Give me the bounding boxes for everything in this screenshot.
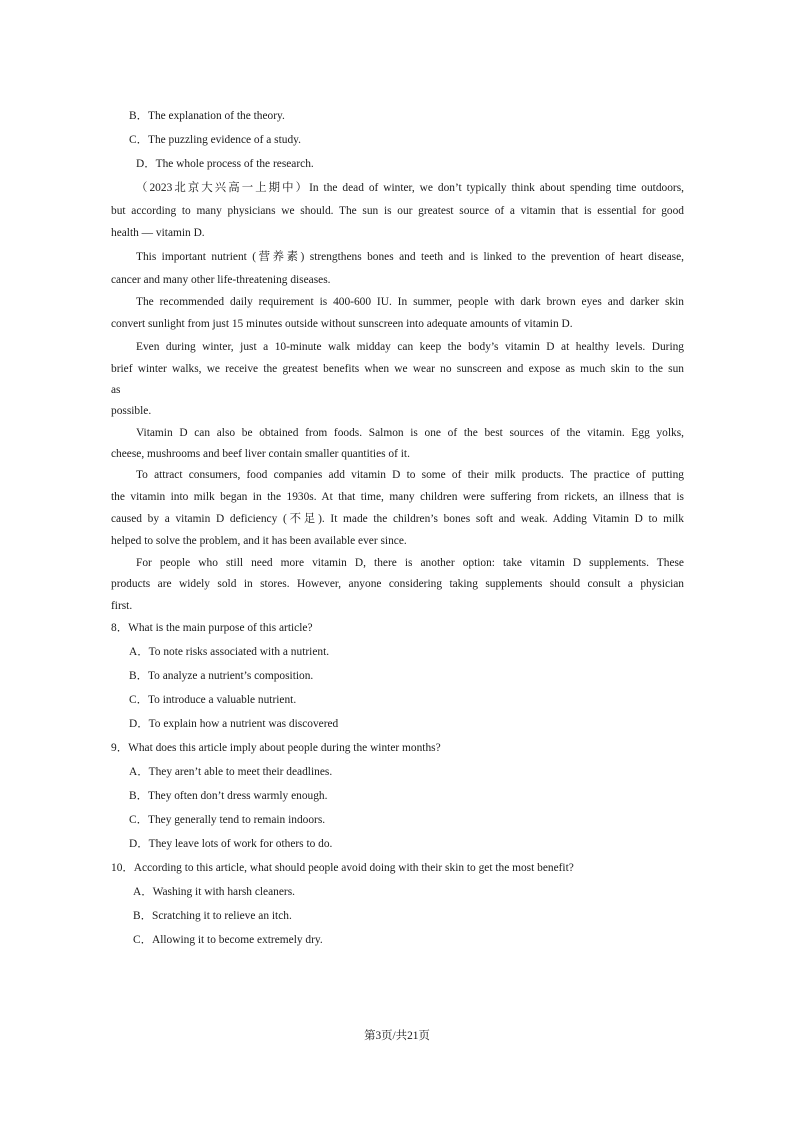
passage-line: the vitamin into milk began in the 1930s. At that time, many children were suffering from rickets, an illness that is (111, 491, 684, 503)
option-b-prev: B．The explanation of the theory. (129, 110, 285, 122)
question-8-option-c: C．To introduce a valuable nutrient. (129, 694, 297, 706)
passage-line: brief winter walks, we receive the greatest benefits when we wear no sunscreen and expose as much skin to the sun (111, 363, 684, 375)
passage-line: cancer and many other life-threatening diseases. (111, 274, 331, 286)
passage-line: This important nutrient (营养素) strengthens bones and teeth and is linked to the prevention of heart disease, (136, 251, 684, 263)
passage-line: but according to many physicians we should. The sun is our greatest source of a vitamin that is essential for good (111, 205, 684, 217)
question-10-option-b: B．Scratching it to relieve an itch. (133, 910, 292, 922)
passage-line: first. (111, 600, 133, 612)
passage-line: helped to solve the problem, and it has been available ever since. (111, 535, 407, 547)
passage-line: cheese, mushrooms and beef liver contain smaller quantities of it. (111, 448, 410, 460)
question-9-option-a: A．They aren’t able to meet their deadlines. (129, 766, 333, 778)
option-d-prev: D．The whole process of the research. (136, 158, 314, 170)
passage-line: For people who still need more vitamin D, there is another option: take vitamin D supplements. These (136, 557, 684, 569)
question-8-option-b: B．To analyze a nutrient’s composition. (129, 670, 314, 682)
passage-line: as (111, 384, 121, 396)
passage-line: （2023北京大兴高一上期中）In the dead of winter, we don’t typically think about spending time outdoors, (136, 182, 684, 194)
question-9-stem: 9．What does this article imply about people during the winter months? (111, 742, 441, 754)
passage-line: possible. (111, 405, 152, 417)
page-number-footer: 第3页/共21页 (364, 1030, 430, 1042)
question-9-option-b: B．They often don’t dress warmly enough. (129, 790, 328, 802)
question-10-stem: 10．According to this article, what should people avoid doing with their skin to get the most benefit? (111, 862, 574, 874)
passage-line: caused by a vitamin D deficiency (不足). It made the children’s bones soft and weak. Adding Vitamin D to milk (111, 513, 684, 525)
passage-line: To attract consumers, food companies add vitamin D to some of their milk products. The practice of putting (136, 469, 684, 481)
option-c-prev: C．The puzzling evidence of a study. (129, 134, 301, 146)
question-9-option-d: D．They leave lots of work for others to do. (129, 838, 333, 850)
passage-line: Even during winter, just a 10-minute walk midday can keep the body’s vitamin D at healthy levels. During (136, 341, 684, 353)
passage-line: Vitamin D can also be obtained from foods. Salmon is one of the best sources of the vitamin. Egg yolks, (136, 427, 684, 439)
passage-line: products are widely sold in stores. However, anyone considering taking supplements should consult a physician (111, 578, 684, 590)
question-8-option-d: D．To explain how a nutrient was discovered (129, 718, 339, 730)
question-9-option-c: C．They generally tend to remain indoors. (129, 814, 326, 826)
question-8-option-a: A．To note risks associated with a nutrient. (129, 646, 330, 658)
passage-line: The recommended daily requirement is 400-600 IU. In summer, people with dark brown eyes and darker skin (136, 296, 684, 308)
question-8-stem: 8．What is the main purpose of this article? (111, 622, 313, 634)
question-10-option-c: C．Allowing it to become extremely dry. (133, 934, 323, 946)
passage-line: convert sunlight from just 15 minutes outside without sunscreen into adequate amounts of vitamin D. (111, 318, 573, 330)
passage-line: health — vitamin D. (111, 227, 205, 239)
question-10-option-a: A．Washing it with harsh cleaners. (133, 886, 295, 898)
